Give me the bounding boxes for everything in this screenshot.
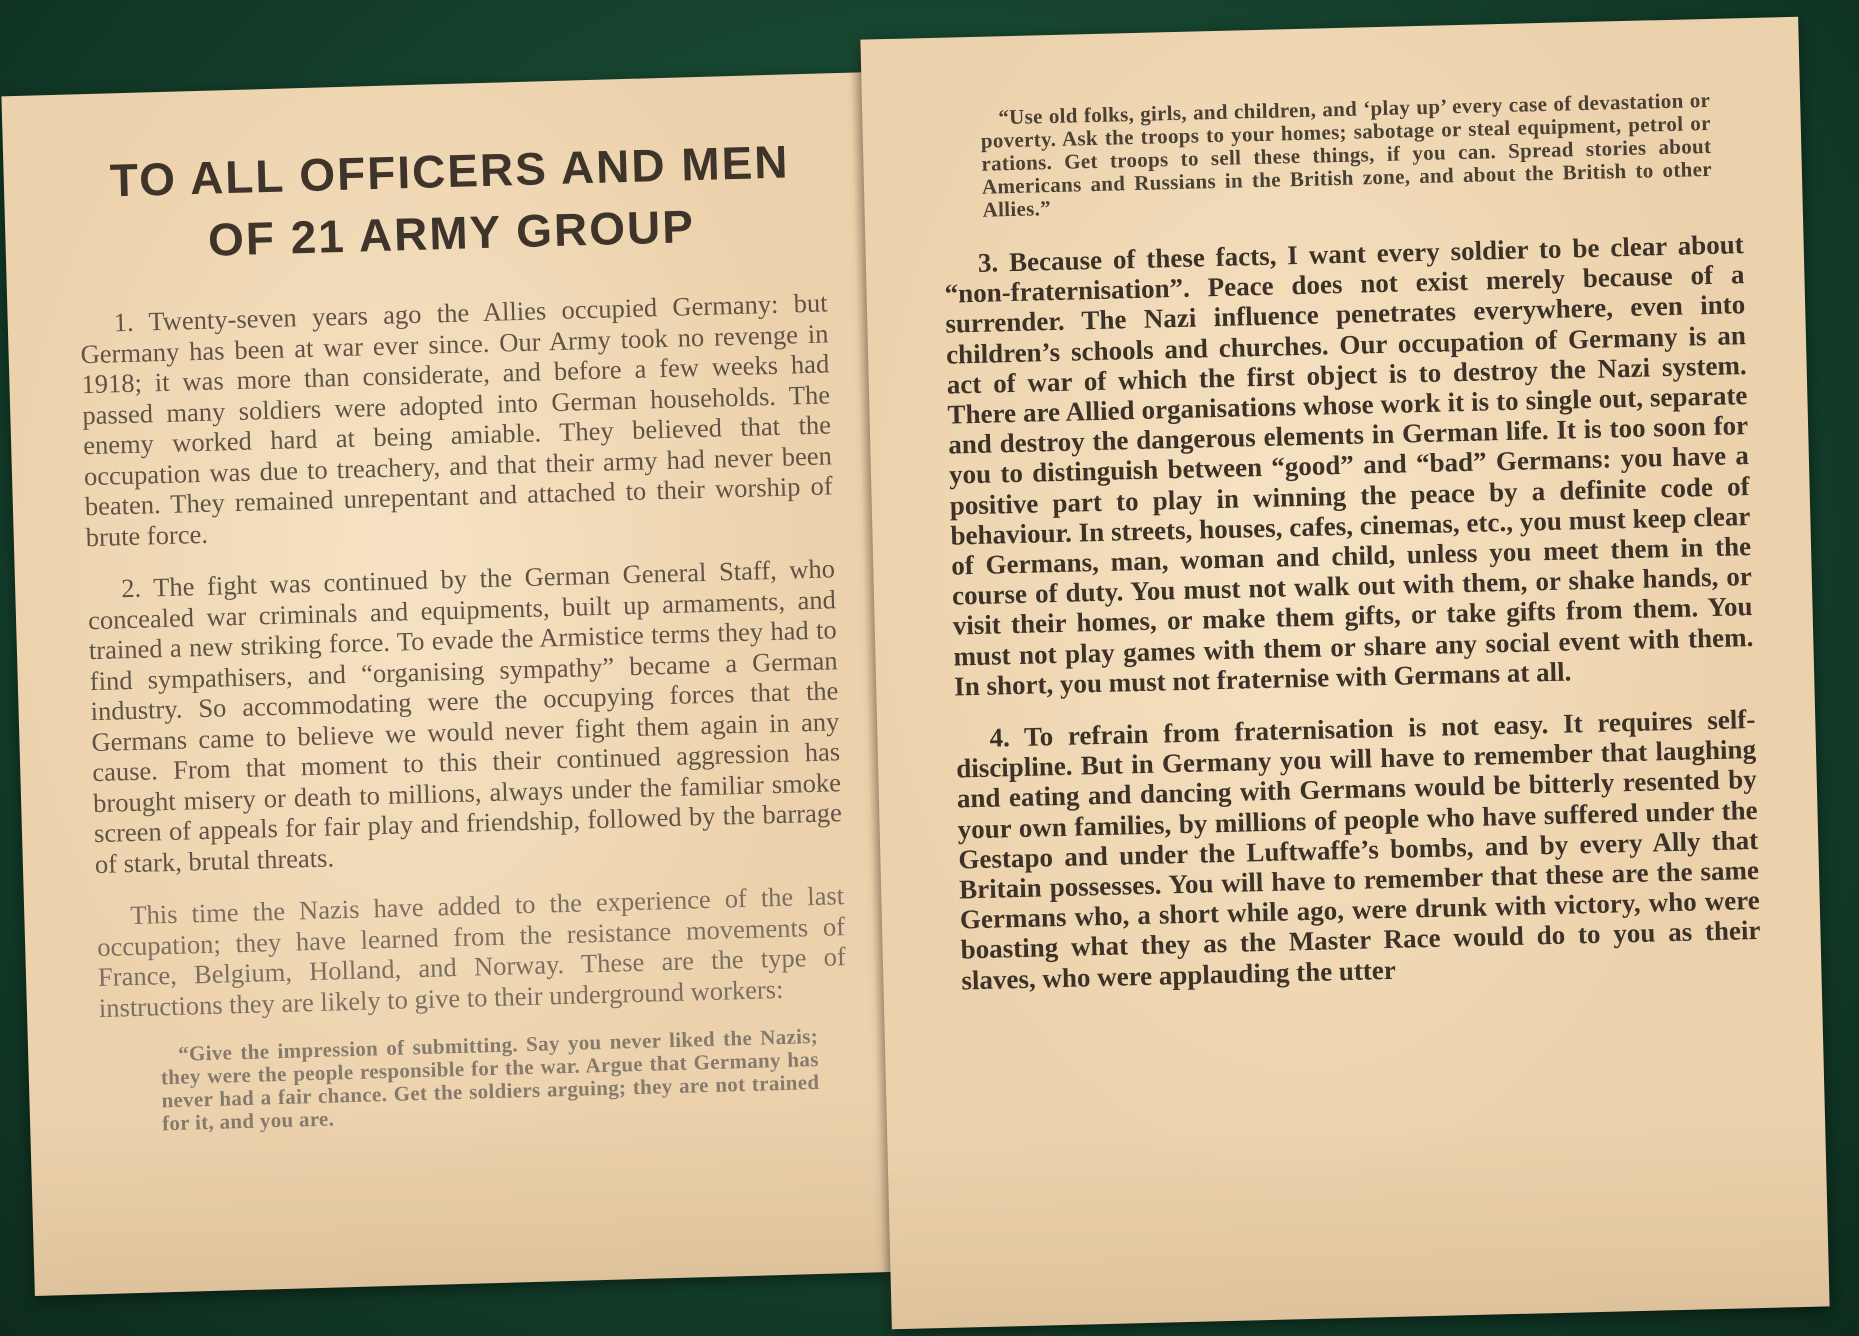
paragraph-4: 4. To refrain from fraternisation is not easy. It requires self-discipline. But in Germany you will have to remember that laughing and eating and dancing with Germans would be bitterly resented by your own families, by millions of people who have suffered under the Gestapo and under the Luftwaffe’s bombs, and by every Ally that Britain possesses. You will have to remember that these are the same Germans who, a short while ago, were drunk with victory, who were boasting what they as the Master Race would do to you as their slaves, who were applauding the utter — [955, 704, 1761, 996]
left-page — [1, 72, 906, 1296]
paragraph-3: 3. Because of these facts, I want every soldier to be clear about “non-fraternisation”. Peace does not exist merely because of a surrender. The Nazi influence penetrates everywhere, even into children’s schools and churches. Our occupation of Germany is an act of war of which the first object is to destroy the Nazi system. There are Allied organisations whose work it is to single out, separate and destroy the dangerous elements in German life. It is too soon for you to distinguish between “good” and “bad” Germans: you have a positive part to play in winning the peace by a definite code of behaviour. In streets, houses, cafes, cinemas, etc., you must keep clear of Germans, man, woman and child, unless you meet them in the course of duty. You must not walk out with them, or shake hands, or visit their homes, or make them gifts, or take gifts from them. You must not play games with them or share any social event with them. In short, you must not fraternise with Germans at all. — [944, 229, 1754, 702]
paragraph-nazi-instructions: This time the Nazis have added to the experience of the last occupation; they have learned from the resistance movements of France, Belgium, Holland, and Norway. These are the type of instructions they are likely to give to their underground workers: — [96, 880, 847, 1023]
right-page — [860, 17, 1829, 1330]
page-title — [75, 129, 826, 274]
quote-submitting: “Give the impression of submitting. Say you never liked the Nazis; they were the people responsible for the war. Argue that Germany has never had a fair chance. Get the soldiers arguing; they are not trained for it, and you are. — [160, 1023, 820, 1136]
quote-use-old-folks: “Use old folks, girls, and children, and ‘play up’ every case of devastation or poverty. Ask the troops to your homes; sabotage or steal equipment, petrol or rations. Get troops to sell these things, if you can. Spread stories about Americans and Russians in the British zone, and about the British to other Allies.” — [980, 87, 1713, 222]
title-line-1: TO ALL OFFICERS AND MEN — [109, 135, 791, 207]
paragraph-1: 1. Twenty-seven years ago the Allies occupied Germany: but Germany has been at war ever since. Our Army took no revenge in 1918; it was more than considerate, and before a few weeks had passed many soldiers were adopted into German households. The enemy worked hard at being amiable. They believed that the occupation was due to treachery, and that their army had never been beaten. They remained unrepentant and attached to their worship of brute force. — [80, 287, 834, 552]
paragraph-2: 2. The fight was continued by the German General Staff, who concealed war criminals and equipments, built up armaments, and trained a new striking force. To evade the Armistice terms they had to find sympathisers, and “organising sympathy” became a German industry. So accommodating were the occupying forces that the Germans came to believe we would never fight them again in any cause. From that moment to this their continued aggression has brought misery or death to millions, always under the familiar smoke screen of appeals for fair play and friendship, followed by the barrage of stark, brutal threats. — [87, 553, 843, 879]
title-line-2: OF 21 ARMY GROUP — [207, 200, 696, 266]
